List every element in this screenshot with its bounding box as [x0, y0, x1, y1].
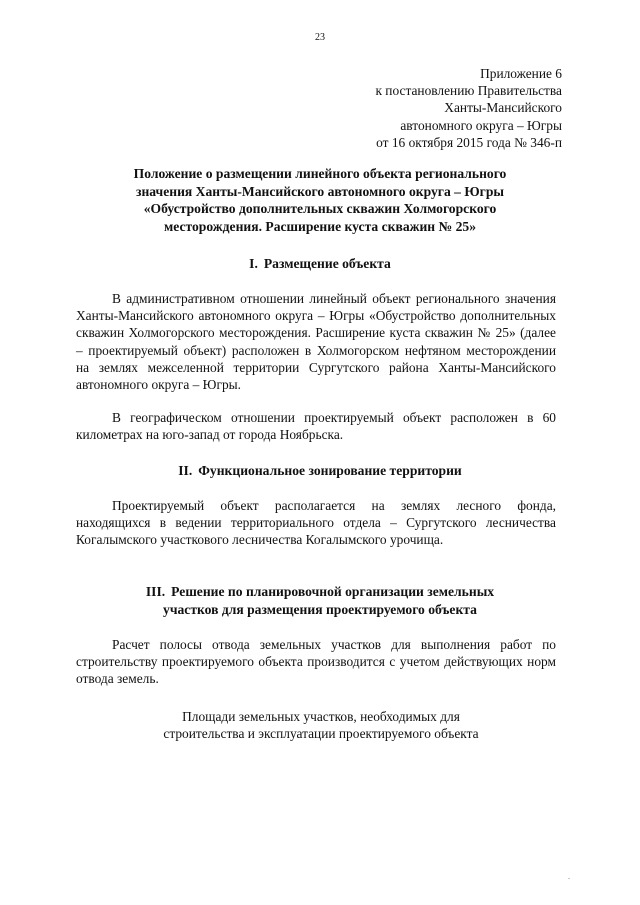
section-title-line: [75, 583, 565, 601]
paragraph: Расчет полосы отвода земельных участков для выполнения работ по строительству проектируемого объекта производится с учетом действующих норм отвода земель.: [76, 637, 556, 687]
section-3-heading: [75, 583, 565, 618]
paragraph: В административном отношении линейный объект регионального значения Ханты-Мансийского автономного округа – Югры «Обустройство дополнительных скважин Холмогорского месторождения. Расширение куста скважин № 25» (далее – проектируемый объект) расположен в Холмогорском нефтяном месторождении на землях межселенной территории Сургутского района Ханты-Мансийского автономного округа – Югры.: [76, 291, 556, 393]
section-number: II.: [178, 463, 193, 478]
corner-mark: .: [568, 872, 570, 881]
title-line: Положение о размещении линейного объекта регионального: [133, 166, 507, 181]
appendix-line: к постановлению Правительства: [375, 83, 562, 99]
document-title: [85, 165, 555, 235]
section-title: Функциональное зонирование территории: [198, 463, 462, 478]
section-title: Размещение объекта: [263, 256, 391, 271]
table-caption: [76, 708, 566, 742]
title-line: значения Ханты-Мансийского автономного округа – Югры: [135, 183, 504, 199]
section-2-heading: [75, 462, 565, 480]
page-number: 23: [315, 32, 325, 43]
section-title: Решение по планировочной организации земельных: [171, 584, 495, 599]
paragraph: Проектируемый объект располагается на землях лесного фонда, находящихся в ведении территориального отдела – Сургутского лесничества Когалымского участкового лесничества Когалымского урочища.: [76, 498, 556, 548]
title-line: «Обустройство дополнительных скважин Холмогорского: [143, 201, 497, 216]
paragraph: В географическом отношении проектируемый объект расположен в 60 километрах на юго-запад от города Ноябрьска.: [76, 410, 556, 443]
appendix-line: от 16 октября 2015 года № 346-п: [376, 134, 562, 150]
appendix-line: Приложение 6: [480, 66, 562, 81]
appendix-line: Ханты-Мансийского: [444, 100, 562, 116]
caption-line: Площади земельных участков, необходимых для: [182, 709, 460, 724]
section-number: I.: [249, 256, 258, 271]
caption-line: строительства и эксплуатации проектируемого объекта: [163, 726, 479, 742]
section-1-heading: [75, 255, 565, 273]
section-title-line: участков для размещения проектируемого объекта: [163, 601, 477, 617]
section-number: III.: [145, 584, 166, 599]
title-line: месторождения. Расширение куста скважин № 25»: [164, 218, 476, 234]
appendix-line: автономного округа – Югры: [400, 117, 562, 133]
appendix-block: [375, 65, 562, 151]
